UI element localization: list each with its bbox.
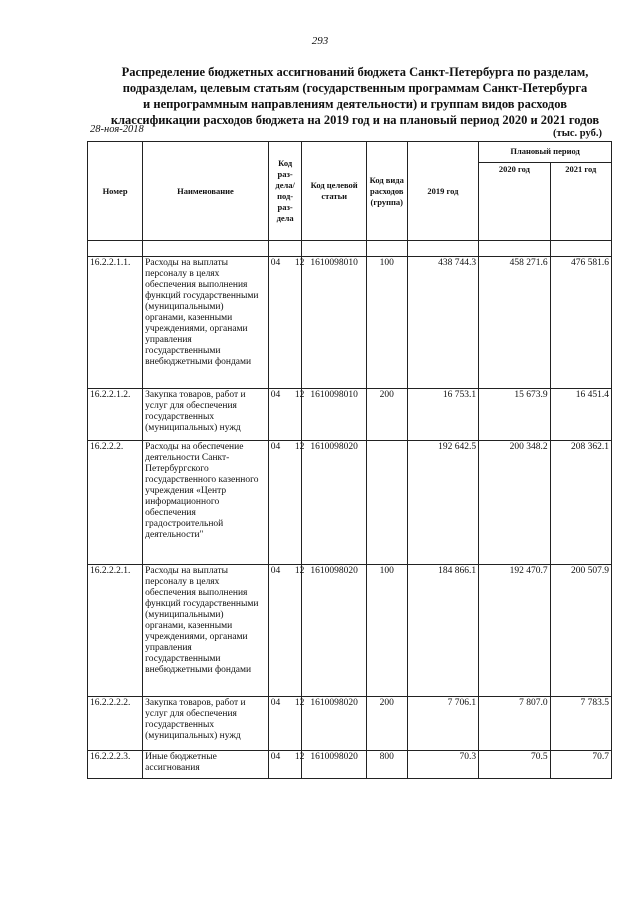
header-2021: 2021 год bbox=[550, 162, 611, 240]
row-2020: 200 348.2 bbox=[479, 441, 550, 565]
table-row bbox=[88, 389, 612, 441]
row-target: 1610098020 bbox=[302, 441, 366, 565]
spacer-cell bbox=[407, 241, 478, 257]
title-line: классификации расходов бюджета на 2019 год и на плановый период 2020 и 2021 годов bbox=[110, 113, 600, 127]
row-2019: 70.3 bbox=[407, 751, 478, 779]
row-subsection: 12 bbox=[295, 389, 302, 441]
row-2019: 192 642.5 bbox=[407, 441, 478, 565]
row-2019: 184 866.1 bbox=[407, 565, 478, 697]
row-subsection: 12 bbox=[295, 441, 302, 565]
row-number: 16.2.2.1.1. bbox=[88, 257, 143, 389]
row-2020: 70.5 bbox=[479, 751, 550, 779]
row-section: 04 bbox=[268, 441, 295, 565]
table-row bbox=[88, 565, 612, 697]
row-2021: 476 581.6 bbox=[550, 257, 611, 389]
spacer-cell bbox=[479, 241, 550, 257]
row-name: Иные бюджетные ассигнования bbox=[143, 751, 269, 779]
row-target: 1610098020 bbox=[302, 565, 366, 697]
row-name: Расходы на выплаты персоналу в целях обеспечения выполнения функций государственными (муниципальными) органами, казенными учреждениями, органами управления государственными внебюджетными фондами bbox=[143, 565, 269, 697]
row-2019: 438 744.3 bbox=[407, 257, 478, 389]
row-2021: 200 507.9 bbox=[550, 565, 611, 697]
spacer-cell bbox=[366, 241, 407, 257]
row-2021: 208 362.1 bbox=[550, 441, 611, 565]
row-target: 1610098020 bbox=[302, 697, 366, 751]
row-subsection: 12 bbox=[295, 257, 302, 389]
header-planned-period: Плановый период bbox=[479, 142, 612, 163]
title-line: подразделам, целевым статьям (государственным программам Санкт-Петербурга bbox=[122, 81, 588, 95]
row-target: 1610098010 bbox=[302, 389, 366, 441]
spacer-cell bbox=[295, 241, 302, 257]
header-section: Код раз-дела/ под-раз-дела bbox=[268, 142, 302, 241]
spacer-cell bbox=[88, 241, 143, 257]
header-2020: 2020 год bbox=[479, 162, 550, 240]
row-name: Закупка товаров, работ и услуг для обеспечения государственных (муниципальных) нужд bbox=[143, 697, 269, 751]
row-subsection: 12 bbox=[295, 751, 302, 779]
table-row bbox=[88, 257, 612, 389]
row-2020: 192 470.7 bbox=[479, 565, 550, 697]
row-type bbox=[366, 441, 407, 565]
row-subsection: 12 bbox=[295, 565, 302, 697]
row-name: Расходы на выплаты персоналу в целях обеспечения выполнения функций государственными (муниципальными) органами, казенными учреждениями, органами управления государственными внебюджетными фондами bbox=[143, 257, 269, 389]
row-2021: 7 783.5 bbox=[550, 697, 611, 751]
row-number: 16.2.2.2.3. bbox=[88, 751, 143, 779]
row-subsection: 12 bbox=[295, 697, 302, 751]
table-row bbox=[88, 751, 612, 779]
row-type: 800 bbox=[366, 751, 407, 779]
row-section: 04 bbox=[268, 751, 295, 779]
row-target: 1610098020 bbox=[302, 751, 366, 779]
row-2020: 7 807.0 bbox=[479, 697, 550, 751]
row-2019: 7 706.1 bbox=[407, 697, 478, 751]
title-line: и непрограммным направлениям деятельности) и группам видов расходов bbox=[143, 97, 567, 111]
row-number: 16.2.2.2.2. bbox=[88, 697, 143, 751]
document-date: 28-ноя-2018 bbox=[90, 124, 144, 135]
row-2019: 16 753.1 bbox=[407, 389, 478, 441]
row-type: 100 bbox=[366, 565, 407, 697]
budget-table bbox=[87, 141, 612, 779]
table-row bbox=[88, 697, 612, 751]
row-number: 16.2.2.2. bbox=[88, 441, 143, 565]
row-section: 04 bbox=[268, 389, 295, 441]
header-target: Код целевой статьи bbox=[302, 142, 366, 241]
row-type: 200 bbox=[366, 389, 407, 441]
row-2020: 15 673.9 bbox=[479, 389, 550, 441]
row-section: 04 bbox=[268, 257, 295, 389]
row-section: 04 bbox=[268, 565, 295, 697]
row-name: Расходы на обеспечение деятельности Санкт-Петербургского государственного казенного учреждения «Центр информационного обеспечения градостроительной деятельности" bbox=[143, 441, 269, 565]
row-2020: 458 271.6 bbox=[479, 257, 550, 389]
spacer-cell bbox=[268, 241, 295, 257]
spacer-cell bbox=[143, 241, 269, 257]
header-2019: 2019 год bbox=[407, 142, 478, 241]
header-type: Код вида расходов (группа) bbox=[366, 142, 407, 241]
header-name: Наименование bbox=[143, 142, 269, 241]
row-number: 16.2.2.1.2. bbox=[88, 389, 143, 441]
spacer-cell bbox=[302, 241, 366, 257]
row-2021: 16 451.4 bbox=[550, 389, 611, 441]
row-2021: 70.7 bbox=[550, 751, 611, 779]
row-type: 100 bbox=[366, 257, 407, 389]
row-section: 04 bbox=[268, 697, 295, 751]
table-row bbox=[88, 441, 612, 565]
spacer-cell bbox=[550, 241, 611, 257]
header-number: Номер bbox=[88, 142, 143, 241]
page-number: 293 bbox=[311, 35, 329, 47]
title-line: Распределение бюджетных ассигнований бюджета Санкт-Петербурга по разделам, bbox=[121, 65, 589, 79]
row-name: Закупка товаров, работ и услуг для обеспечения государственных (муниципальных) нужд bbox=[143, 389, 269, 441]
row-target: 1610098010 bbox=[302, 257, 366, 389]
document-title bbox=[95, 64, 615, 128]
row-type: 200 bbox=[366, 697, 407, 751]
units-label: (тыс. руб.) bbox=[553, 128, 602, 139]
row-number: 16.2.2.2.1. bbox=[88, 565, 143, 697]
